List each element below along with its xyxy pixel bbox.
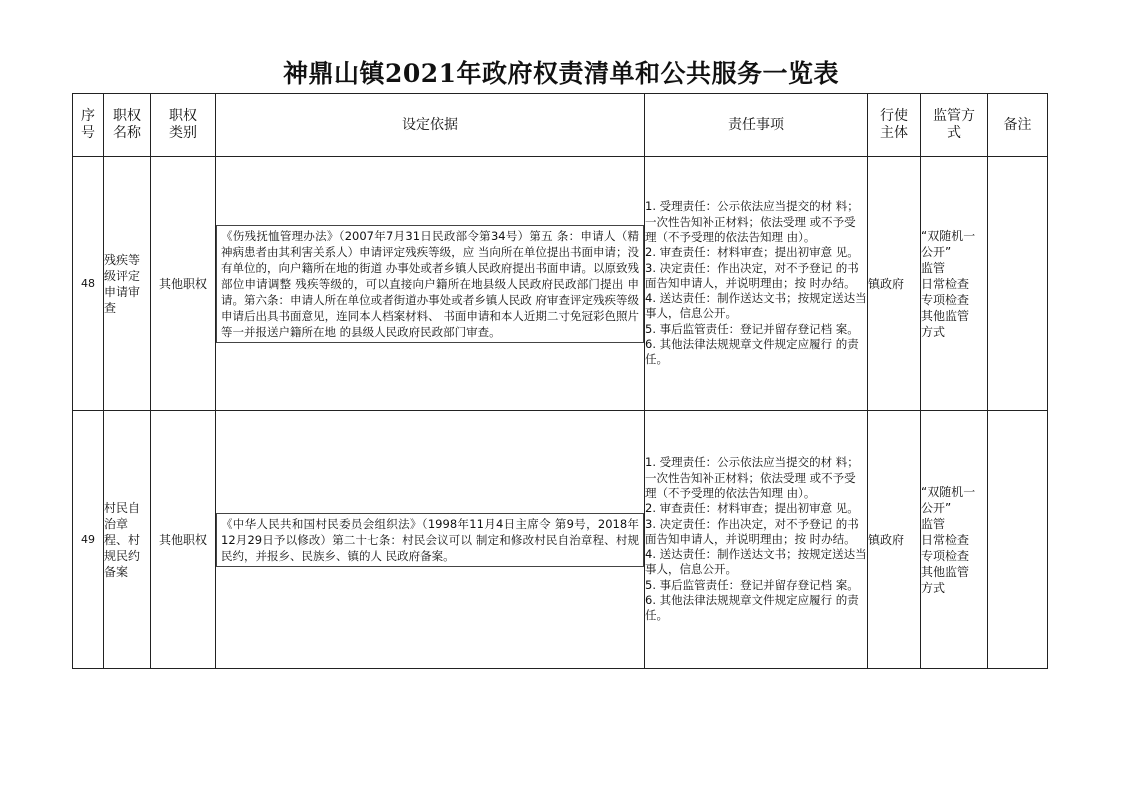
powers-table xyxy=(72,93,1048,669)
document-title: 神鼎山镇2021年政府权责清单和公共服务一览表 xyxy=(282,59,840,88)
row-subject: 镇政府 xyxy=(868,157,921,411)
header-seq: 序号 xyxy=(73,94,104,157)
supervision-line: 日常检查 xyxy=(921,276,970,291)
row-supervision xyxy=(921,411,988,669)
table-row xyxy=(73,411,1048,669)
supervision-line: 专项检查 xyxy=(921,548,970,563)
row-power-category: 其他职权 xyxy=(151,411,216,669)
row-supervision xyxy=(921,157,988,411)
row-seq: 48 xyxy=(73,157,104,411)
row-subject: 镇政府 xyxy=(868,411,921,669)
supervision-line: 专项检查 xyxy=(921,292,970,307)
responsibility-item: 6. 其他法律法规规章文件规定应履行 的责任。 xyxy=(645,593,859,623)
row-power-category: 其他职权 xyxy=(151,157,216,411)
supervision-line: 日常检查 xyxy=(921,532,970,547)
row-power-name: 村民自治章程、村规民约备案 xyxy=(104,411,151,669)
row-responsibilities xyxy=(645,411,868,669)
supervision-line: 监管 xyxy=(921,260,946,275)
header-responsibilities: 责任事项 xyxy=(645,94,868,157)
responsibility-item: 1. 受理责任：公示依法应当提交的材 料；一次性告知补正材料；依法受理 或不予受理（不予受理的依法告知理 由）。 xyxy=(645,455,859,500)
supervision-line: 监管 xyxy=(921,516,946,531)
row-note xyxy=(988,411,1048,669)
legal-basis-text: 《伤残抚恤管理办法》（2007年7月31日民政部令第34号）第五 条：申请人（精神病患者由其利害关系人）申请评定残疾等级，应 当向所在单位提出书面申请；没有单位的，向户籍所在地的街道 办事处或者乡镇人民政府提出书面申请。以原致残部位申请调整 残疾等级的，可以直接向户籍所在地县级人民政府民政部门提出 申请。第六条：申请人所在单位或者街道办事处或者乡镇人民政 府审查评定残疾等级申请后出具书面意见，连同本人档案材料、 书面申请和本人近期二寸免冠彩色照片等一并报送户籍所在地 的县级人民政府民政部门审查。 xyxy=(216,225,644,343)
responsibility-item: 3. 决定责任：作出决定，对不予登记 的书面告知申请人，并说明理由；按 时办结。 xyxy=(645,260,859,290)
responsibility-item: 1. 受理责任：公示依法应当提交的材 料；一次性告知补正材料；依法受理 或不予受理（不予受理的依法告知理 由）。 xyxy=(645,199,859,244)
table-row xyxy=(73,157,1048,411)
responsibility-item: 4. 送达责任：制作送达文书；按规定送达当事人，信息公开。 xyxy=(645,291,867,321)
supervision-line: “双随机一公开” xyxy=(921,228,976,259)
responsibility-item: 3. 决定责任：作出决定，对不予登记 的书面告知申请人，并说明理由；按 时办结。 xyxy=(645,516,859,546)
supervision-line: 方式 xyxy=(921,580,946,595)
header-name: 职权名称 xyxy=(104,94,151,157)
header-supervision: 监管方式 xyxy=(921,94,988,157)
responsibility-item: 6. 其他法律法规规章文件规定应履行 的责任。 xyxy=(645,337,859,367)
supervision-line: 其他监管 xyxy=(921,308,970,323)
row-legal-basis xyxy=(216,157,645,411)
row-legal-basis xyxy=(216,411,645,669)
row-note xyxy=(988,157,1048,411)
row-power-name: 残疾等级评定申请审查 xyxy=(104,157,151,411)
header-subject: 行使主体 xyxy=(868,94,921,157)
supervision-line: 方式 xyxy=(921,324,946,339)
responsibility-item: 5. 事后监管责任：登记并留存登记档 案。 xyxy=(645,577,859,592)
responsibility-item: 2. 审查责任：材料审查；提出初审意 见。 xyxy=(645,245,859,260)
legal-basis-text: 《中华人民共和国村民委员会组织法》（1998年11月4日主席令 第9号，2018年12月29日予以修改）第二十七条：村民会议可以 制定和修改村民自治章程、村规民约，并报乡、民族乡、镇的人 民政府备案。 xyxy=(216,513,644,567)
header-note: 备注 xyxy=(988,94,1048,157)
row-responsibilities xyxy=(645,157,868,411)
supervision-line: 其他监管 xyxy=(921,564,970,579)
responsibility-item: 4. 送达责任：制作送达文书；按规定送达当事人，信息公开。 xyxy=(645,547,867,577)
responsibility-item: 5. 事后监管责任：登记并留存登记档 案。 xyxy=(645,321,859,336)
responsibility-item: 2. 审查责任：材料审查；提出初审意 见。 xyxy=(645,501,859,516)
supervision-line: “双随机一公开” xyxy=(921,484,976,515)
header-category: 职权类别 xyxy=(151,94,216,157)
header-basis: 设定依据 xyxy=(216,94,645,157)
table-header-row xyxy=(73,94,1048,157)
row-seq: 49 xyxy=(73,411,104,669)
